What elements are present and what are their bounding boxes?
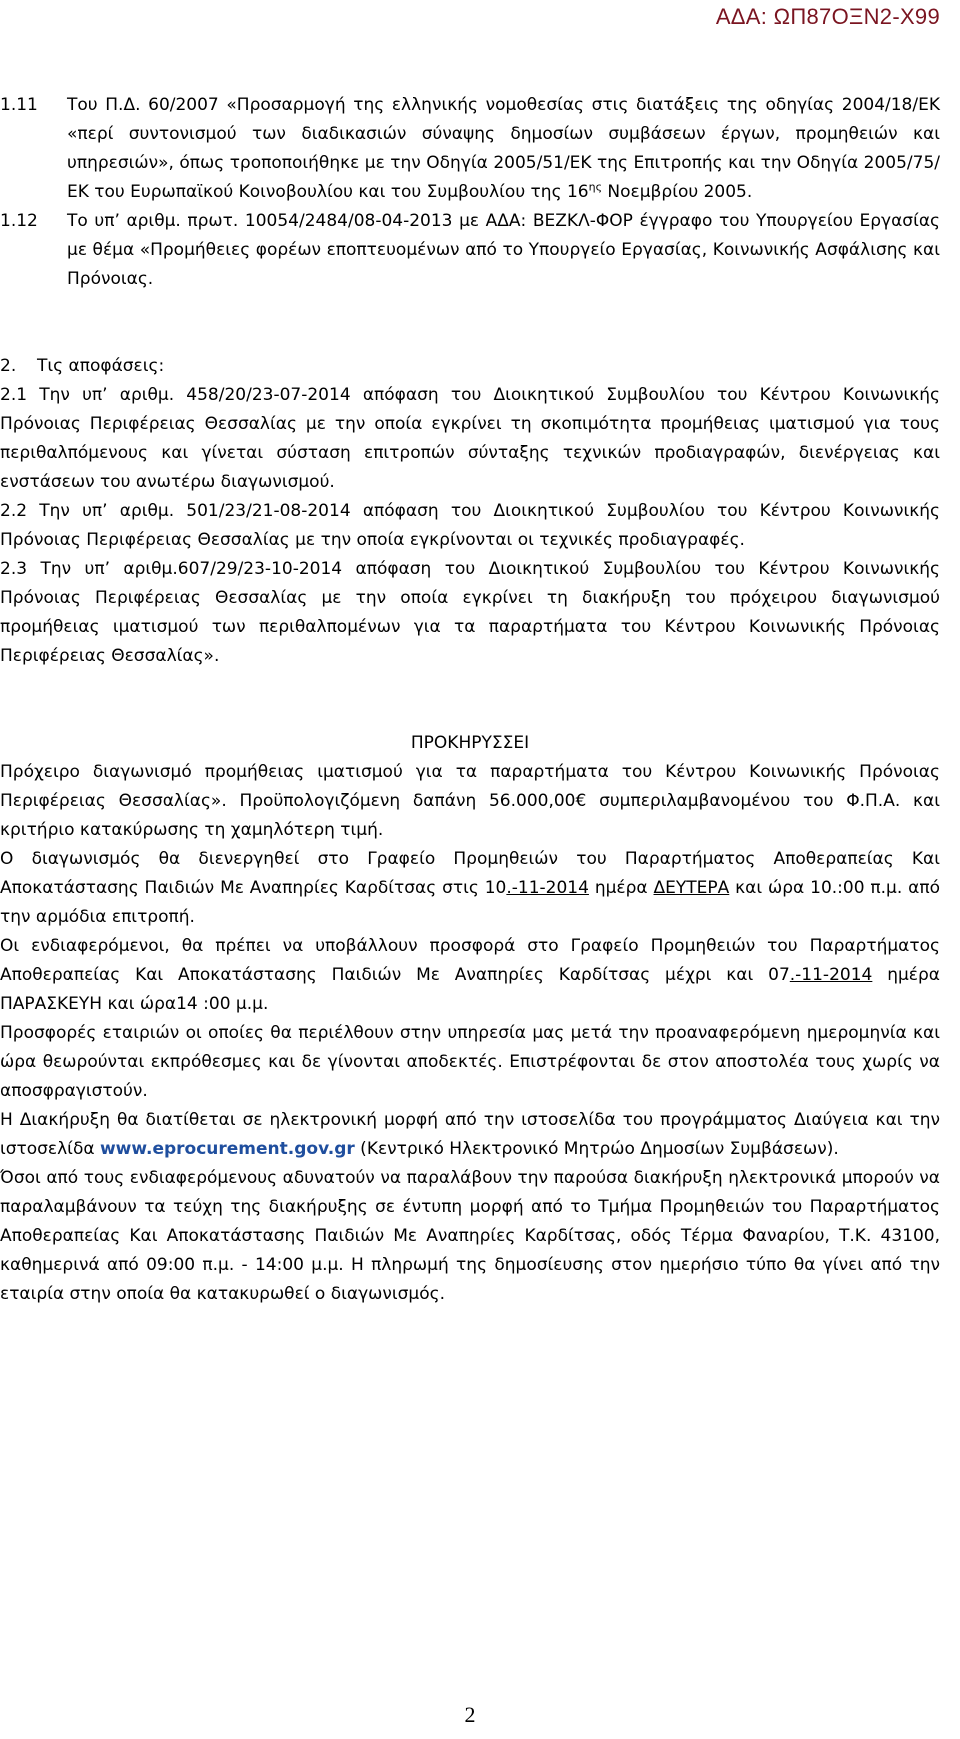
proclaims-heading: ΠΡΟΚΗΡΥΣΣΕΙ bbox=[410, 733, 530, 753]
text: Οι ενδιαφερόμενοι, θα πρέπει να υποβάλλουν προσφορά στο Γραφείο Προμηθειών του Παραρτήματος Αποθεραπείας Και Αποκατάστασης Παιδιών Με Αναπηρίες Καρδίτσας μέχρι και 07 bbox=[0, 936, 940, 985]
text: ημέρα bbox=[588, 878, 654, 898]
availability-paragraph bbox=[0, 1106, 940, 1164]
late-offers-paragraph: Προσφορές εταιριών οι οποίες θα περιέλθουν στην υπηρεσία μας μετά την προαναφερόμενη ημερομηνία και ώρα θεωρούνται εκπρόθεσμες και δε γίνονται αποδεκτές. Επιστρέφονται δε στον αποστολέα τους χωρίς να αποσφραγιστούν. bbox=[0, 1023, 940, 1101]
text: Ο διαγωνισμός θα διενεργηθεί στο Γραφείο Προμηθειών του Παραρτήματος Αποθεραπείας Και Αποκατάστασης Παιδιών Με Αναπηρίες Καρδίτσας στις 10 bbox=[0, 849, 940, 898]
text: (Κεντρικό Ηλεκτρονικό Μητρώο Δημοσίων Συμβάσεων). bbox=[354, 1139, 839, 1159]
clause-text bbox=[67, 91, 940, 207]
superscript: ης bbox=[588, 180, 603, 194]
clause-text: Το υπ’ αριθμ. πρωτ. 10054/2484/08-04-2013 με ΑΔΑ: ΒΕΖΚΛ-ΦΟΡ έγγραφο του Υπουργείου Εργασίας με θέμα «Προμήθειες φορέων εποπτευομένων από το Υπουργείο Εργασίας, Κοινωνικής Ασφάλισης και Πρόνοιας. bbox=[67, 211, 940, 289]
tender-date-paragraph bbox=[0, 845, 940, 932]
submission-paragraph bbox=[0, 932, 940, 1019]
ada-code: ΑΔΑ: ΩΠ87ΟΞΝ2-Χ99 bbox=[715, 4, 940, 29]
clause-number: 1.12 bbox=[0, 211, 38, 231]
decision-2-1: 2.1 Την υπ’ αριθμ. 458/20/23-07-2014 απόφαση του Διοικητικού Συμβουλίου του Κέντρου Κοινωνικής Πρόνοιας Περιφέρειας Θεσσαλίας με την οποία εγκρίνει τη σκοπιμότητα προμήθειας ιματισμού για τους περιθαλπόμενους και γίνεται σύσταση επιτροπών σύνταξης τεχνικών προδιαγραφών, διενέργειας και ενστάσεων του ανωτέρω διαγωνισμού. bbox=[0, 385, 940, 492]
section-2-heading bbox=[0, 352, 940, 381]
section-title: Τις αποφάσεις: bbox=[37, 356, 165, 376]
decision-2-3: 2.3 Την υπ’ αριθμ.607/29/23-10-2014 απόφαση του Διοικητικού Συμβουλίου του Κέντρου Κοινωνικής Πρόνοιας Περιφέρειας Θεσσαλίας με την οποία εγκρίνει τη διακήρυξη του πρόχειρου διαγωνισμού προμήθειας ιματισμού των περιθαλπομένων για τα παραρτήματα του Κέντρου Κοινωνικής Πρόνοιας Περιφέρειας Θεσσαλίας». bbox=[0, 559, 940, 666]
text: Η Διακήρυξη θα διατίθεται σε ηλεκτρονική μορφή από την ιστοσελίδα του προγράμματος Διαύγεια και την ιστοσελίδα bbox=[0, 1110, 940, 1159]
underlined-date: .-11-2014 bbox=[506, 878, 589, 898]
clause-number: 1.11 bbox=[0, 95, 38, 115]
underlined-day: ΔΕΥΤΕΡΑ bbox=[653, 878, 730, 898]
text: και ώρα 10.:00 π.μ. από την αρμόδια επιτροπή. bbox=[0, 878, 940, 927]
underlined-date: .-11-2014 bbox=[789, 965, 873, 985]
clause-text-end: Νοεμβρίου 2005. bbox=[602, 182, 753, 202]
text: ημέρα ΠΑΡΑΣΚΕΥΗ και ώρα14 :00 μ.μ. bbox=[0, 965, 940, 1014]
clause-1-12 bbox=[0, 207, 940, 294]
clause-text-main: Του Π.Δ. 60/2007 «Προσαρμογή της ελληνικής νομοθεσίας στις διατάξεις της οδηγίας 2004/18/ΕΚ «περί συντονισμού των διαδικασιών σύναψης δημοσίων συμβάσεων έργων, προμηθειών και υπηρεσιών», όπως τροποποιήθηκε με την Οδηγία 2005/51/ΕΚ της Επιτροπής και την Οδηγία 2005/75/ΕΚ του Ευρωπαϊκού Κοινοβουλίου και του Συμβουλίου της 16 bbox=[67, 95, 940, 202]
decision-2-2: 2.2 Την υπ’ αριθμ. 501/23/21-08-2014 απόφαση του Διοικητικού Συμβουλίου του Κέντρου Κοινωνικής Πρόνοιας Περιφέρειας Θεσσαλίας με την οποία εγκρίνονται οι τεχνικές προδιαγραφές. bbox=[0, 501, 940, 550]
document-body bbox=[0, 91, 940, 1309]
spacer bbox=[0, 671, 940, 729]
pickup-paragraph: Όσοι από τους ενδιαφερόμενους αδυνατούν να παραλάβουν την παρούσα διακήρυξη ηλεκτρονικά μπορούν να παραλαμβάνουν τα τεύχη της διακήρυξης σε έντυπη μορφή από το Τμήμα Προμηθειών του Παραρτήματος Αποθεραπείας Και Αποκατάστασης Παιδιών Με Αναπηρίες Καρδίτσας, οδός Τέρμα Φαναρίου, Τ.Κ. 43100, καθημερινά από 09:00 π.μ. - 14:00 μ.μ. Η πληρωμή της δημοσίευσης στον ημερήσιο τύπο θα γίνει από την εταιρία στην οποία θα κατακυρωθεί ο διαγωνισμός. bbox=[0, 1168, 940, 1304]
clause-1-11 bbox=[0, 91, 940, 207]
page-number: 2 bbox=[464, 1702, 476, 1727]
tender-summary: Πρόχειρο διαγωνισμό προμήθειας ιματισμού για τα παραρτήματα του Κέντρου Κοινωνικής Πρόνοιας Περιφέρειας Θεσσαλίας». Προϋπολογιζόμενη δαπάνη 56.000,00€ συμπεριλαμβανομένου του Φ.Π.Α. και κριτήριο κατακύρωσης τη χαμηλότερη τιμή. bbox=[0, 762, 940, 840]
section-number: 2. bbox=[0, 356, 17, 376]
spacer bbox=[0, 294, 940, 352]
eprocurement-link[interactable]: www.eprocurement.gov.gr bbox=[99, 1139, 355, 1159]
